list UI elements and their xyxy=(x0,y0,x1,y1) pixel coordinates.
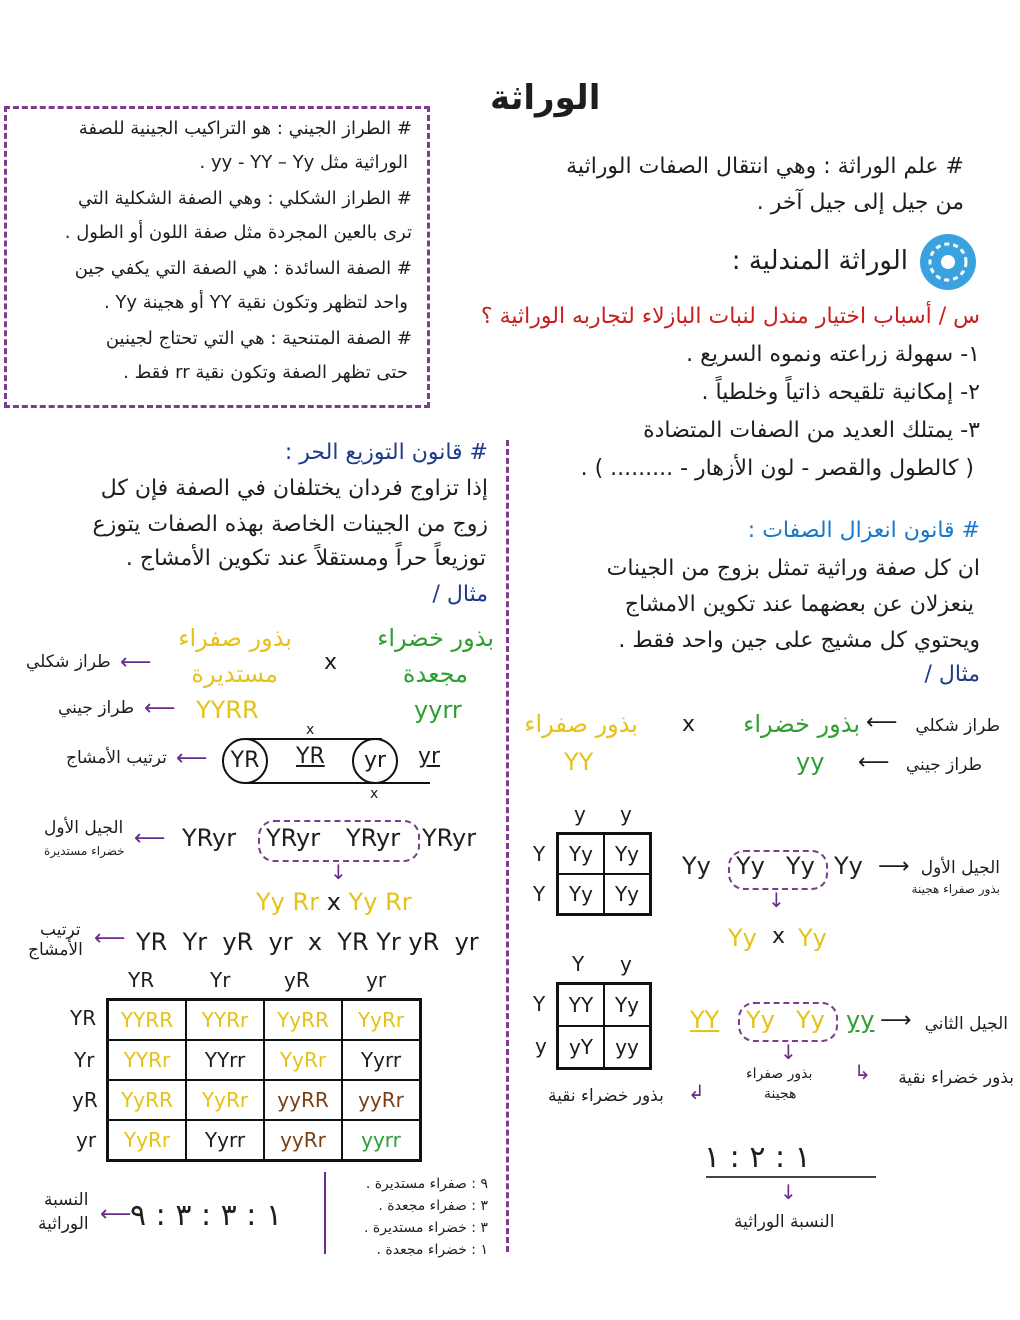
ind-f1-item: YRyr xyxy=(346,824,401,852)
ind-f1-item: YRyr xyxy=(182,824,237,852)
def-line: واحد لتظهر وتكون نقية YY أو هجينة Yy . xyxy=(103,292,408,313)
arrow-down-icon: ↓ xyxy=(330,860,347,884)
grid2-cell: yy xyxy=(604,1026,651,1069)
grid1-cell: Yy xyxy=(604,834,651,875)
big-grid-cell: yyrr xyxy=(342,1120,421,1161)
ratio-separator xyxy=(324,1172,326,1254)
arrow-icon: ⟶ xyxy=(880,1008,912,1033)
big-grid-row: yR xyxy=(72,1088,98,1112)
big-grid-cell: YYrr xyxy=(186,1040,264,1080)
ind-ratio-label-1: النسبة xyxy=(44,1190,89,1210)
big-grid-cell: YyRR xyxy=(108,1080,187,1120)
column-divider xyxy=(506,440,509,1252)
hybrid-yellow-1: بذور صفراء xyxy=(746,1066,813,1082)
arrow-left-icon: ⟵ xyxy=(94,926,126,951)
ind-yellow-1: بذور صفراء xyxy=(178,624,292,652)
f2-item: Yy xyxy=(796,1006,825,1034)
f1-item: Yy xyxy=(834,852,863,880)
grid1-col: y xyxy=(574,802,586,826)
independent-line: توزيعاً حراً ومستقلاً عند تكوين الأمشاج . xyxy=(125,546,486,571)
ind-f1-item: YRyr xyxy=(422,824,477,852)
big-grid-row: Yr xyxy=(74,1048,95,1072)
segregation-example: مثال / xyxy=(924,662,980,687)
arrow-left-icon: ⟵ xyxy=(176,746,208,771)
big-grid-cell: YyRr xyxy=(186,1080,264,1120)
independent-example: مثال / xyxy=(432,582,488,607)
seg-yellow-seeds: بذور صفراء xyxy=(524,710,638,738)
punnett-grid-2 xyxy=(556,982,652,1070)
big-grid-cell: YYRr xyxy=(186,1000,264,1041)
f2-oval xyxy=(738,1002,838,1042)
f1-item: Yy xyxy=(682,852,711,880)
ind-f1-label: الجيل الأول xyxy=(44,818,124,838)
big-grid-col: YR xyxy=(128,968,155,992)
arrow-left-icon: ⟵ xyxy=(144,696,176,721)
def-line: الوراثية مثل yy - YY – Yy . xyxy=(199,152,408,173)
target-circle-icon xyxy=(918,232,978,292)
reason-4: ( كالطول والقصر - لون الأزهار - ......... ) . xyxy=(580,456,974,481)
cross-symbol: x xyxy=(682,712,696,737)
grid2-cell: yY xyxy=(558,1026,605,1069)
big-grid-col: yR xyxy=(284,968,310,992)
ind-geno-yellow: YYRR xyxy=(196,696,259,724)
ratio-list-item: ٣ : خضراء مستديرة . xyxy=(363,1220,488,1236)
seg-phenotype-label: طراز شكلي xyxy=(915,716,1000,736)
grid1-row: Y xyxy=(533,842,546,866)
ratio-list-item: ٣ : صفراء مجعدة . xyxy=(378,1198,488,1214)
big-grid-cell: YYRr xyxy=(108,1040,187,1080)
arrow-corner-icon: ↲ xyxy=(688,1080,705,1104)
segregation-line: ويحتوي كل مشيج على جين واحد فقط . xyxy=(618,628,980,653)
small-cross: x xyxy=(306,722,315,738)
ind-gametes-label: ترتيب الأمشاج xyxy=(66,748,167,768)
big-grid-row: YR xyxy=(70,1006,97,1030)
gamete: YR xyxy=(296,744,325,769)
ind-f1-cross-b1: Yy xyxy=(348,888,378,916)
grid2-col: Y xyxy=(572,952,585,976)
grid2-row: Y xyxy=(533,992,546,1016)
small-cross: x xyxy=(370,786,379,802)
ind-gametes2-label-2: الأمشاج xyxy=(28,940,83,960)
grid1-cell: Yy xyxy=(558,834,605,875)
big-grid-cell: YyRR xyxy=(264,1000,342,1041)
ind-f1-cross xyxy=(256,888,412,916)
seg-f1-label: الجيل الأول xyxy=(920,858,1000,878)
f1-cross-b: Yy xyxy=(798,924,827,952)
ratio-list-item: ١ : خضراء مجعدة . xyxy=(376,1242,488,1258)
heredity-def-line1: # علم الوراثة : وهي انتقال الصفات الوراثية xyxy=(566,154,964,179)
page-title: الوراثة xyxy=(490,78,601,118)
arrow-down-icon: ↓ xyxy=(768,888,785,912)
pure-yellow-seeds: بذور خضراء نقية xyxy=(548,1086,664,1106)
ind-f1-note: خضراء مستديرة xyxy=(44,844,125,858)
seg-genotype-yellow: YY xyxy=(564,748,594,776)
ind-yellow-2: مستديرة xyxy=(191,660,278,688)
pure-green-seeds: بذور خضراء نقية xyxy=(898,1068,1014,1088)
f2-item: yy xyxy=(846,1006,875,1034)
grid1-col: y xyxy=(620,802,632,826)
gamete-circle: yr xyxy=(352,738,398,784)
arrow-corner-icon: ↳ xyxy=(854,1060,871,1084)
ratio-underline xyxy=(706,1176,876,1178)
grid2-cell: Yy xyxy=(604,984,651,1027)
big-grid-cell: YyRr xyxy=(342,1000,421,1041)
big-grid-cell: YYRR xyxy=(108,1000,187,1041)
big-grid-cell: YyRr xyxy=(264,1040,342,1080)
seg-ratio-label: النسبة الوراثية xyxy=(734,1212,835,1232)
big-grid-col: yr xyxy=(366,968,387,992)
grid1-cell: Yy xyxy=(604,874,651,915)
ind-ratio: ١ : ٣ : ٣ : ٩ xyxy=(130,1198,283,1233)
big-grid-cell: YyRr xyxy=(108,1120,187,1161)
mendel-question: س / أسباب اختيار مندل لنبات البازلاء لتجاربه الوراثية ؟ xyxy=(480,304,980,329)
ind-genotype-label: طراز جيني xyxy=(58,698,135,718)
segregation-heading: # قانون انعزال الصفات : xyxy=(747,518,980,543)
big-grid-cell: yyRr xyxy=(264,1120,342,1161)
def-line: # الصفة السائدة : هي الصفة التي يكفي جين xyxy=(74,258,412,279)
reason-1: ١- سهولة زراعته ونموه السريع . xyxy=(686,342,980,367)
ind-f1-cross-a2: Rr xyxy=(292,888,320,916)
arrow-left-icon: ⟵ xyxy=(120,650,152,675)
arrow-icon: ⟵ xyxy=(858,750,890,775)
gamete-bracket-bottom xyxy=(246,782,430,784)
arrow-left-icon: ⟵ xyxy=(134,826,166,851)
ind-f1-oval xyxy=(258,820,420,862)
f1-item: Yy xyxy=(736,852,765,880)
grid2-row: y xyxy=(535,1034,547,1058)
ind-gametes2-label-1: ترتيب xyxy=(40,920,81,940)
def-line: حتى تظهر الصفة وتكون نقية rr فقط . xyxy=(123,362,408,383)
heredity-def-line2: من جيل إلى جيل آخر . xyxy=(756,190,964,215)
reason-3: ٣- يمتلك العديد من الصفات المتضادة xyxy=(643,418,980,443)
seg-genotype-label: طراز جيني xyxy=(905,755,982,775)
gamete-bracket-top xyxy=(246,738,382,740)
ratio-list-item: ٩ : صفراء مستديرة . xyxy=(365,1176,488,1192)
ind-f1-cross-a1: Yy xyxy=(256,888,285,916)
grid1-cell: Yy xyxy=(558,874,605,915)
hybrid-yellow-2: هجينة xyxy=(764,1086,797,1102)
seg-f2-label: الجيل الثاني xyxy=(924,1014,1008,1034)
big-grid-cell: yyRR xyxy=(264,1080,342,1120)
f1-item: Yy xyxy=(786,852,815,880)
ind-green-1: بذور خضراء xyxy=(377,624,494,652)
independent-line: إذا تزاوج فردان يختلفان في الصفة فإن كل xyxy=(100,476,488,501)
grid2-col: y xyxy=(620,952,632,976)
cross-symbol: x xyxy=(324,650,338,675)
ind-f1-cross-b2: Rr xyxy=(385,888,412,916)
arrow-left-icon: ⟵ xyxy=(100,1202,132,1227)
big-grid-cell: yyRr xyxy=(342,1080,421,1120)
seg-f1-note: بذور صفراء هجينة xyxy=(911,882,1000,896)
big-grid-cell: Yyrr xyxy=(342,1040,421,1080)
ind-gametes2: YR Yr yR yr x YR Yr yR yr xyxy=(136,928,479,956)
punnett-grid-big xyxy=(106,998,422,1162)
def-line: # الطراز الشكلي : وهي الصفة الشكلية التي xyxy=(77,188,412,209)
def-line: # الطراز الجيني : هو التراكيب الجينية للصفة xyxy=(78,118,412,139)
f1-oval xyxy=(728,850,828,890)
f1-cross-a: Yy xyxy=(728,924,757,952)
f2-item: Yy xyxy=(746,1006,775,1034)
ind-f1-item: YRyr xyxy=(266,824,321,852)
ind-f1-cross-x: x xyxy=(326,888,341,916)
seg-ratio: ١ : ٢ : ١ xyxy=(704,1140,811,1175)
ind-ratio-label-2: الوراثية xyxy=(38,1214,89,1234)
segregation-line: ينعزلان عن بعضهما عند تكوين الامشاج xyxy=(624,592,974,617)
grid2-cell: YY xyxy=(558,984,605,1027)
f2-item: YY xyxy=(690,1006,720,1034)
seg-green-seeds: بذور خضراء xyxy=(743,710,860,738)
gamete: yr xyxy=(418,744,441,769)
ind-phenotype-label: طراز شكلي xyxy=(26,652,111,672)
reason-2: ٢- إمكانية تلقيحه ذاتياً وخلطياً . xyxy=(701,380,980,405)
big-grid-cell: Yyrr xyxy=(186,1120,264,1161)
segregation-line: ان كل صفة وراثية تمثل بزوج من الجينات xyxy=(606,556,980,581)
seg-genotype-green: yy xyxy=(796,748,825,776)
def-line: # الصفة المتنحية : هي التي تحتاج لجينين xyxy=(105,328,412,349)
independent-line: زوج من الجينات الخاصة بهذه الصفات يتوزع xyxy=(92,512,488,537)
gamete-circle: YR xyxy=(222,738,268,784)
arrow-icon: ⟶ xyxy=(878,854,910,879)
def-line: ترى بالعين المجردة مثل صفة اللون أو الطول . xyxy=(64,222,412,243)
ind-geno-green: yyrr xyxy=(414,696,462,724)
arrow-icon: ⟵ xyxy=(866,710,898,735)
grid1-row: Y xyxy=(533,882,546,906)
independent-heading: # قانون التوزيع الحر : xyxy=(284,440,488,465)
big-grid-row: yr xyxy=(76,1128,97,1152)
arrow-down-icon: ↓ xyxy=(780,1040,797,1064)
big-grid-col: Yr xyxy=(210,968,231,992)
ind-green-2: مجعدة xyxy=(402,660,468,688)
mendelian-heading: الوراثة المندلية : xyxy=(731,246,908,276)
punnett-grid-1 xyxy=(556,832,652,916)
arrow-down-icon: ↓ xyxy=(780,1180,797,1204)
f1-cross-x: x xyxy=(772,924,786,949)
